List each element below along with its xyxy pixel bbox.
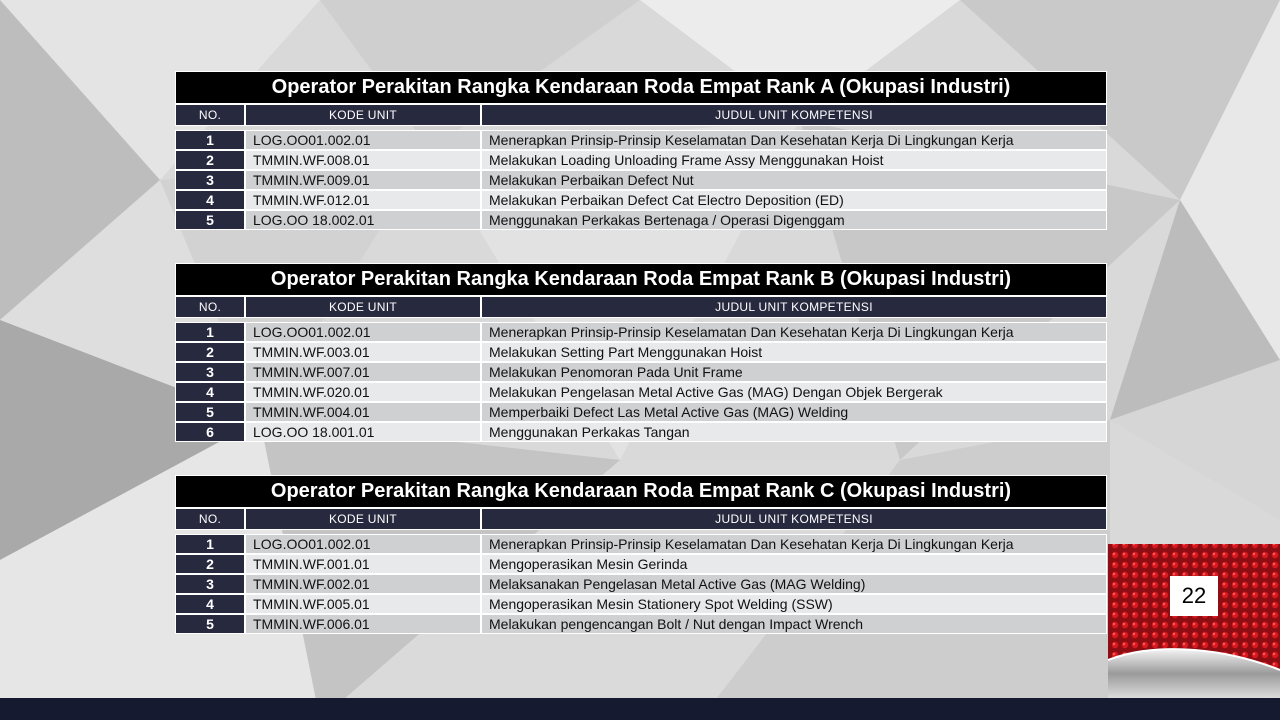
table-row: [175, 362, 1107, 382]
row-no: 2: [175, 150, 245, 170]
table-row: [175, 554, 1107, 574]
row-judul: Melakukan Loading Unloading Frame Assy Menggunakan Hoist: [481, 150, 1107, 170]
table-row: [175, 594, 1107, 614]
row-judul: Memperbaiki Defect Las Metal Active Gas (MAG) Welding: [481, 402, 1107, 422]
row-kode: TMMIN.WF.020.01: [245, 382, 481, 402]
table-title: Operator Perakitan Rangka Kendaraan Roda Empat Rank B (Okupasi Industri): [175, 263, 1107, 296]
row-no: 1: [175, 534, 245, 554]
table-row: [175, 150, 1107, 170]
row-kode: TMMIN.WF.007.01: [245, 362, 481, 382]
table-header: [175, 104, 1107, 126]
row-kode: TMMIN.WF.002.01: [245, 574, 481, 594]
header-kode: KODE UNIT: [245, 508, 481, 530]
header-no: NO.: [175, 296, 245, 318]
row-kode: LOG.OO01.002.01: [245, 322, 481, 342]
row-no: 4: [175, 382, 245, 402]
row-judul: Melakukan Setting Part Menggunakan Hoist: [481, 342, 1107, 362]
row-judul: Menerapkan Prinsip-Prinsip Keselamatan Dan Kesehatan Kerja Di Lingkungan Kerja: [481, 130, 1107, 150]
row-no: 3: [175, 574, 245, 594]
table-row: [175, 402, 1107, 422]
table-row: [175, 130, 1107, 150]
row-no: 5: [175, 402, 245, 422]
header-kode: KODE UNIT: [245, 296, 481, 318]
row-kode: TMMIN.WF.005.01: [245, 594, 481, 614]
row-kode: TMMIN.WF.009.01: [245, 170, 481, 190]
row-no: 4: [175, 594, 245, 614]
table-title: Operator Perakitan Rangka Kendaraan Roda Empat Rank A (Okupasi Industri): [175, 71, 1107, 104]
table-row: [175, 170, 1107, 190]
row-kode: LOG.OO 18.002.01: [245, 210, 481, 230]
row-kode: TMMIN.WF.008.01: [245, 150, 481, 170]
row-no: 3: [175, 362, 245, 382]
table-row: [175, 342, 1107, 362]
row-judul: Mengoperasikan Mesin Stationery Spot Welding (SSW): [481, 594, 1107, 614]
header-judul: JUDUL UNIT KOMPETENSI: [481, 296, 1107, 318]
row-no: 2: [175, 342, 245, 362]
competency-table-rank-c: [175, 475, 1107, 634]
row-judul: Menerapkan Prinsip-Prinsip Keselamatan Dan Kesehatan Kerja Di Lingkungan Kerja: [481, 322, 1107, 342]
row-no: 4: [175, 190, 245, 210]
table-row: [175, 322, 1107, 342]
table-row: [175, 574, 1107, 594]
row-judul: Melakukan pengencangan Bolt / Nut dengan Impact Wrench: [481, 614, 1107, 634]
row-judul: Menerapkan Prinsip-Prinsip Keselamatan Dan Kesehatan Kerja Di Lingkungan Kerja: [481, 534, 1107, 554]
page-number: 22: [1170, 576, 1218, 616]
table-header: [175, 296, 1107, 318]
row-no: 3: [175, 170, 245, 190]
row-kode: LOG.OO 18.001.01: [245, 422, 481, 442]
row-no: 1: [175, 130, 245, 150]
row-judul: Menggunakan Perkakas Bertenaga / Operasi Digenggam: [481, 210, 1107, 230]
competency-table-rank-b: [175, 263, 1107, 442]
row-no: 6: [175, 422, 245, 442]
header-no: NO.: [175, 508, 245, 530]
row-no: 1: [175, 322, 245, 342]
table-row: [175, 382, 1107, 402]
row-judul: Melakukan Perbaikan Defect Cat Electro Deposition (ED): [481, 190, 1107, 210]
row-kode: TMMIN.WF.004.01: [245, 402, 481, 422]
row-kode: TMMIN.WF.012.01: [245, 190, 481, 210]
footer-bar: [0, 698, 1280, 720]
row-judul: Melaksanakan Pengelasan Metal Active Gas (MAG Welding): [481, 574, 1107, 594]
table-row: [175, 614, 1107, 634]
row-kode: LOG.OO01.002.01: [245, 534, 481, 554]
row-kode: TMMIN.WF.006.01: [245, 614, 481, 634]
row-no: 5: [175, 614, 245, 634]
row-judul: Melakukan Perbaikan Defect Nut: [481, 170, 1107, 190]
competency-table-rank-a: [175, 71, 1107, 230]
row-judul: Mengoperasikan Mesin Gerinda: [481, 554, 1107, 574]
table-row: [175, 534, 1107, 554]
row-kode: TMMIN.WF.001.01: [245, 554, 481, 574]
row-judul: Melakukan Penomoran Pada Unit Frame: [481, 362, 1107, 382]
row-kode: LOG.OO01.002.01: [245, 130, 481, 150]
table-header: [175, 508, 1107, 530]
header-judul: JUDUL UNIT KOMPETENSI: [481, 508, 1107, 530]
row-no: 5: [175, 210, 245, 230]
header-kode: KODE UNIT: [245, 104, 481, 126]
table-row: [175, 190, 1107, 210]
table-row: [175, 210, 1107, 230]
row-kode: TMMIN.WF.003.01: [245, 342, 481, 362]
table-row: [175, 422, 1107, 442]
table-title: Operator Perakitan Rangka Kendaraan Roda Empat Rank C (Okupasi Industri): [175, 475, 1107, 508]
row-no: 2: [175, 554, 245, 574]
header-no: NO.: [175, 104, 245, 126]
row-judul: Menggunakan Perkakas Tangan: [481, 422, 1107, 442]
row-judul: Melakukan Pengelasan Metal Active Gas (MAG) Dengan Objek Bergerak: [481, 382, 1107, 402]
header-judul: JUDUL UNIT KOMPETENSI: [481, 104, 1107, 126]
